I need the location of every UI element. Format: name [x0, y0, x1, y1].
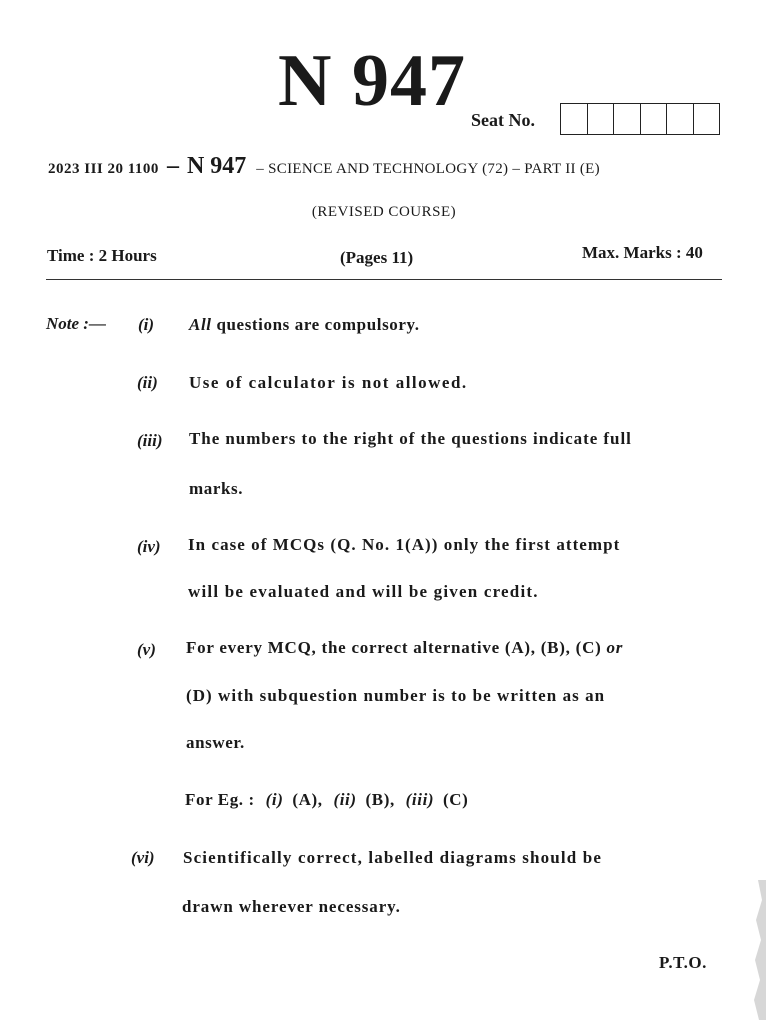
note-number: (i): [138, 315, 155, 334]
note-item-text: All questions are compulsory.: [189, 315, 420, 334]
note-number: (ii): [137, 373, 158, 392]
seat-number-label: Seat No.: [471, 110, 535, 130]
seat-number-boxes: [560, 103, 720, 135]
course-type: (REVISED COURSE): [311, 204, 457, 220]
example-line: For Eg. : (i) (A), (ii) (B), (iii) (C): [185, 790, 469, 809]
please-turn-over: P.T.O.: [659, 953, 707, 972]
note-number: (v): [137, 640, 156, 659]
exam-code-separator: –: [166, 153, 179, 179]
exam-header-line: [48, 153, 600, 180]
page-count: (Pages 11): [340, 248, 414, 267]
note-number: (iv): [137, 537, 161, 556]
header-divider: [46, 279, 722, 280]
exam-subject: – SCIENCE AND TECHNOLOGY (72) – PART II (E): [256, 161, 600, 177]
note-item-text: (D) with subquestion number is to be written as an: [186, 686, 606, 705]
note-number: (vi): [131, 848, 155, 867]
note-item-text: drawn wherever necessary.: [182, 897, 401, 916]
paper-code: N 947: [278, 40, 466, 122]
note-item-text: For every MCQ, the correct alternative (A), (B), (C) or: [186, 638, 624, 657]
note-item-text: In case of MCQs (Q. No. 1(A)) only the first attempt: [188, 535, 621, 554]
exam-time: Time : 2 Hours: [47, 246, 157, 265]
note-item-text: Scientifically correct, labelled diagrams should be: [183, 848, 603, 867]
note-item-text: The numbers to the right of the questions indicate full: [189, 429, 632, 448]
note-item-text: marks.: [189, 479, 244, 498]
note-item-text: will be evaluated and will be given credit.: [188, 582, 539, 601]
exam-code-big: N 947: [186, 153, 247, 179]
note-item-text: answer.: [186, 733, 245, 752]
note-label: Note :—: [46, 314, 106, 333]
max-marks: Max. Marks : 40: [582, 243, 703, 262]
note-number: (iii): [137, 431, 163, 450]
exam-code-number: 2023 III 20 1100: [48, 161, 159, 177]
scan-edge-mark: [744, 880, 766, 1020]
note-item-text: Use of calculator is not allowed.: [189, 373, 468, 392]
